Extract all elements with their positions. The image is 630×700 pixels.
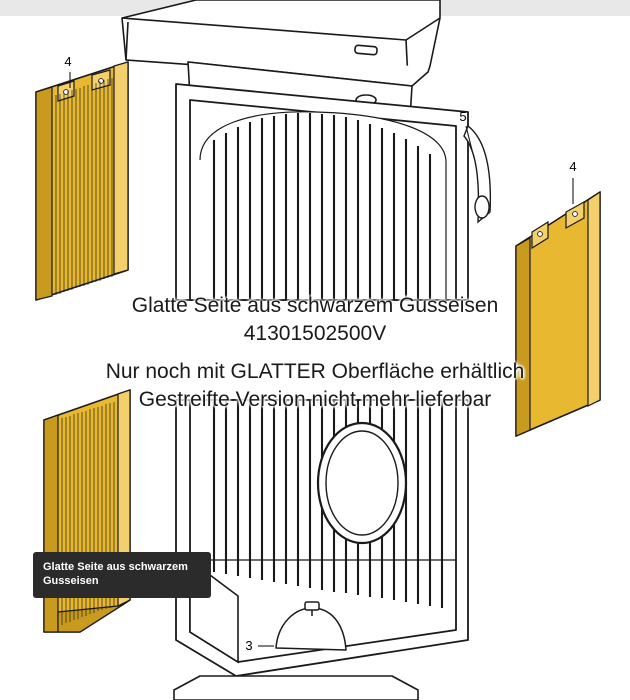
center-oval-opening bbox=[318, 423, 406, 543]
overlay-note-line-1: Nur noch mit GLATTER Oberfläche erhältlich bbox=[105, 360, 525, 383]
callout-label-3: 3 bbox=[245, 638, 253, 653]
callout-label-4-top-left: 4 bbox=[64, 54, 72, 69]
overlay-title-line-1: Glatte Seite aus schwarzem Gusseisen bbox=[131, 294, 499, 317]
overlay-note-line-2: Gestreifte Version nicht mehr lieferbar bbox=[138, 388, 492, 411]
left-upper-side-panel-highlight bbox=[36, 62, 128, 300]
right-side-panel-highlight bbox=[516, 192, 600, 436]
bottom-tray-partial bbox=[174, 676, 418, 700]
overlay-part-number: 41301502500V bbox=[243, 322, 387, 345]
callout-label-4-right: 4 bbox=[569, 159, 577, 174]
part-tooltip: Glatte Seite aus schwarzem Gusseisen bbox=[33, 552, 211, 598]
callout-label-5: 5 bbox=[459, 109, 467, 124]
